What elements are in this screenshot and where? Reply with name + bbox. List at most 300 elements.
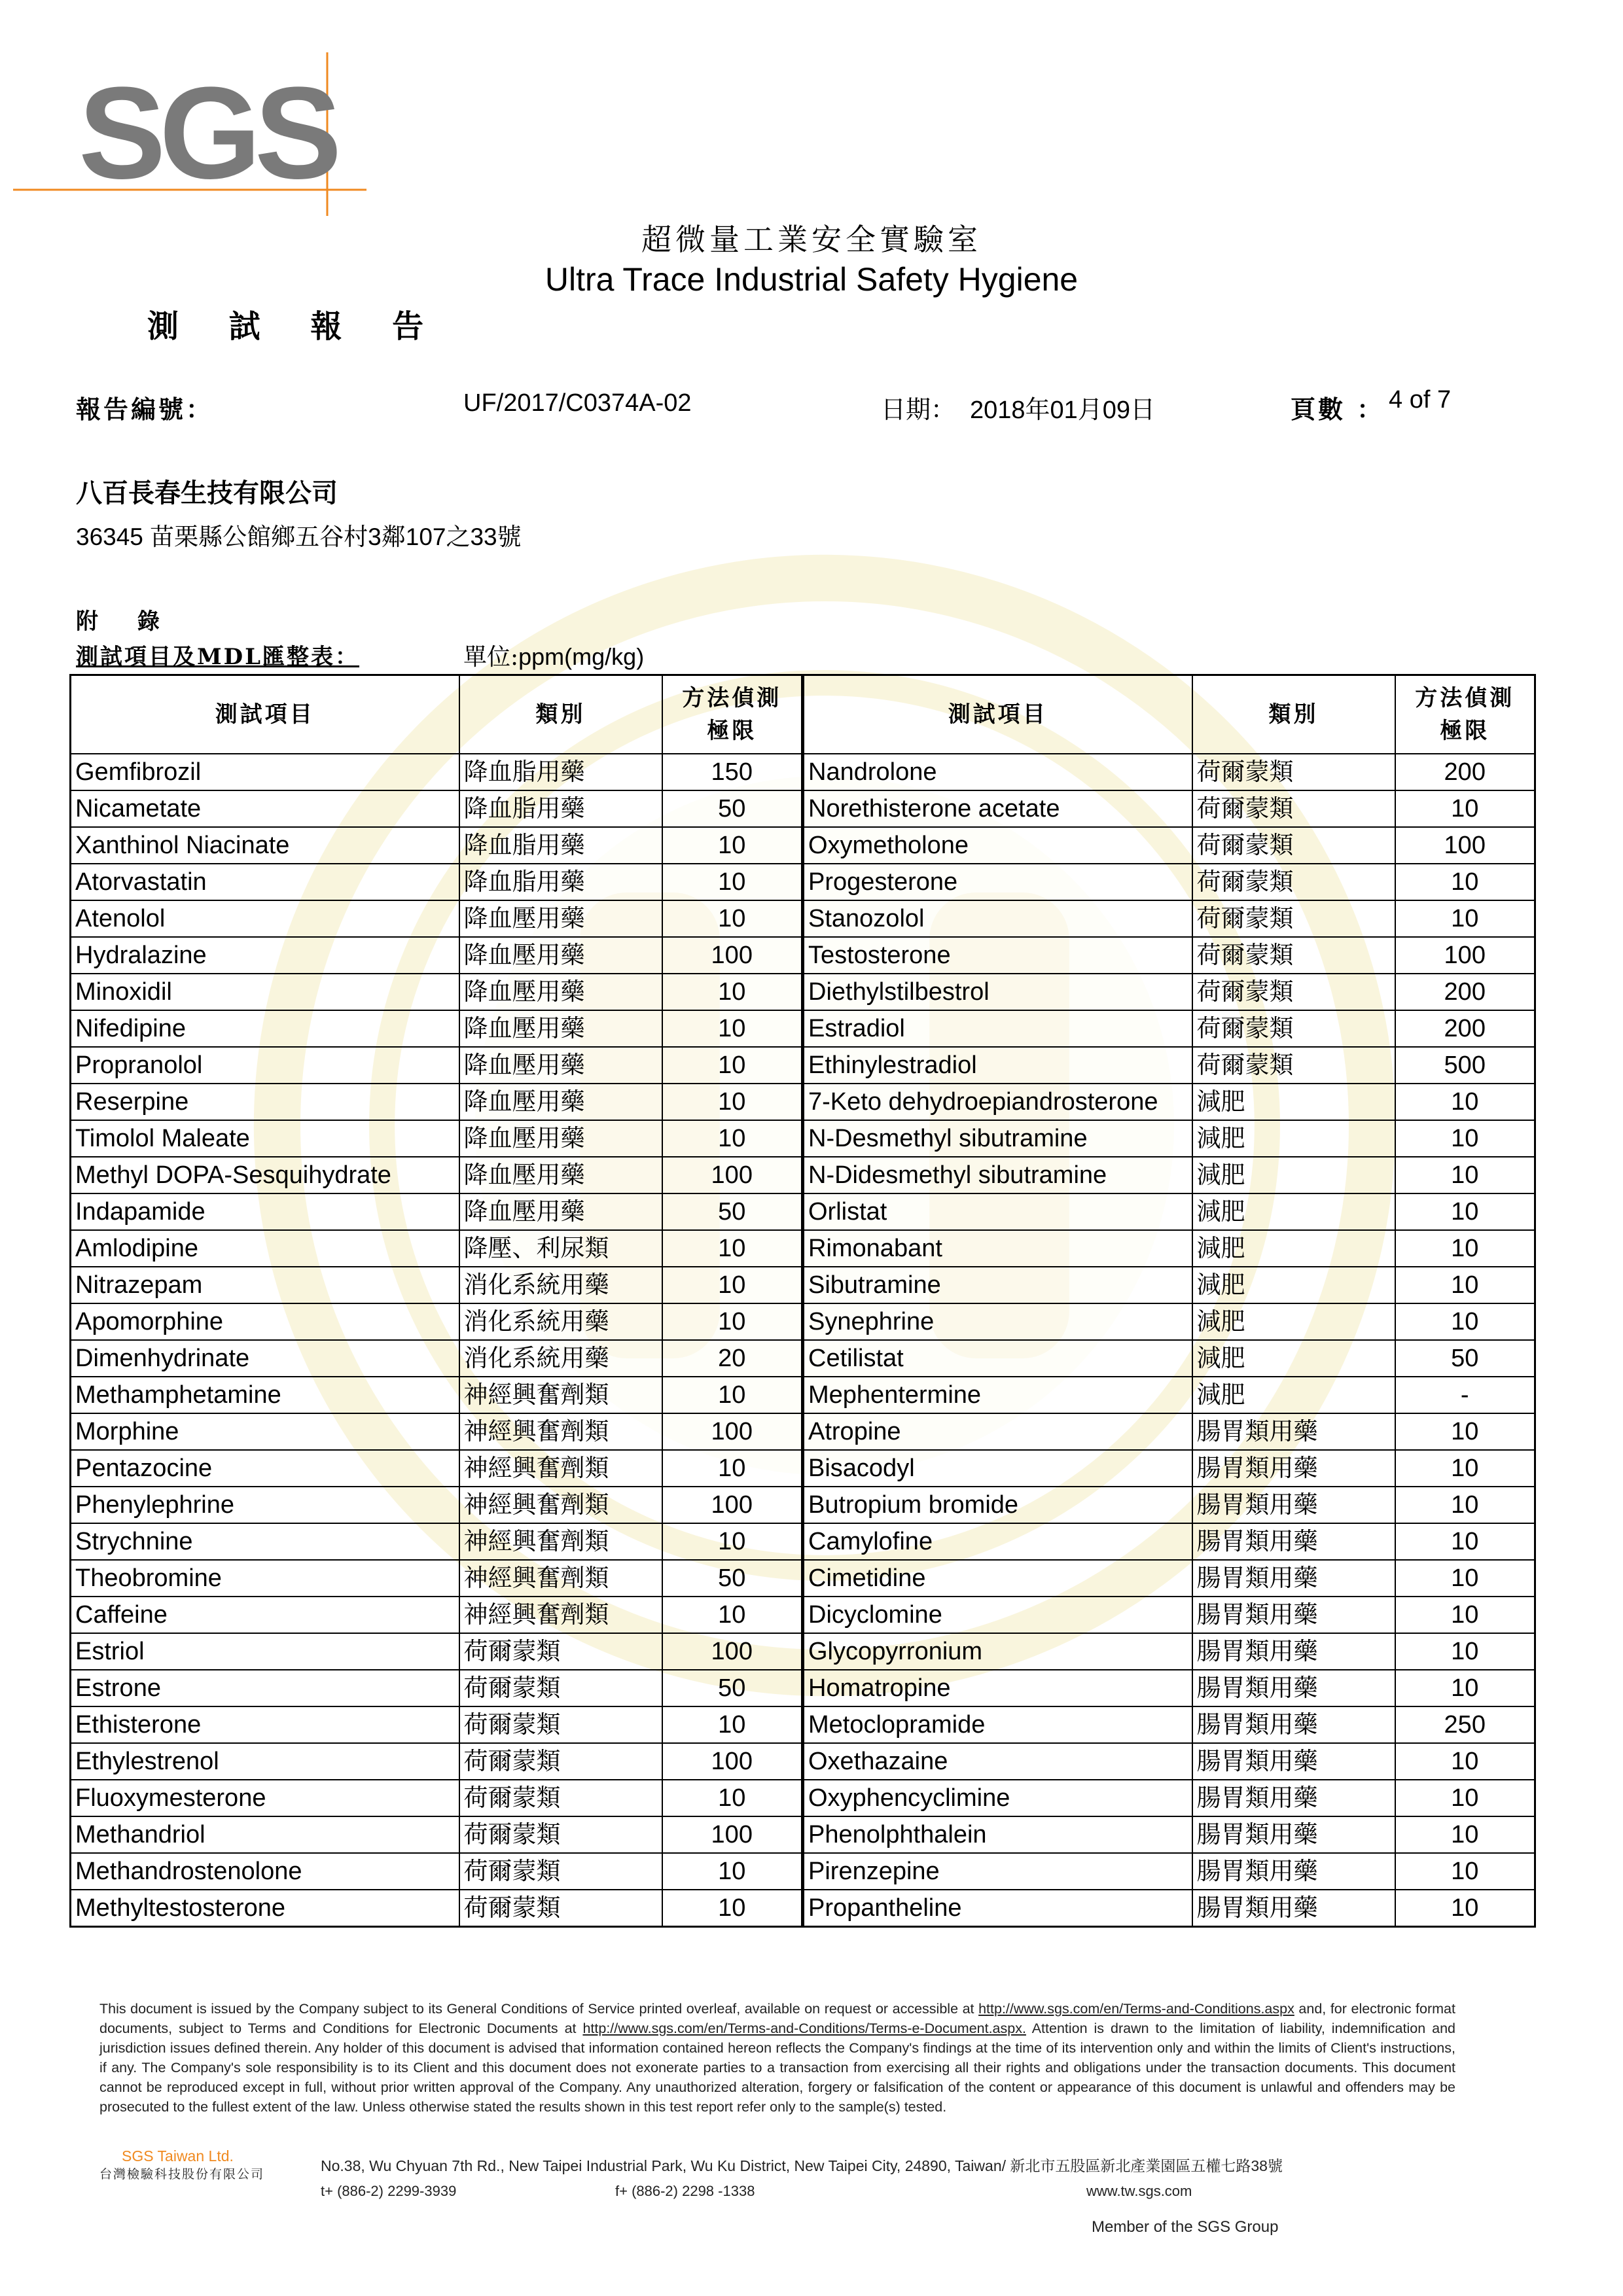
summary-label: 測試項目及MDL匯整表： — [76, 644, 360, 670]
table-row — [804, 864, 1535, 900]
category-cell: 腸胃類用藥 — [1192, 1670, 1395, 1706]
mdl-cell: 50 — [662, 1193, 802, 1230]
mdl-cell: 10 — [662, 900, 802, 937]
category-cell: 降血脂用藥 — [459, 790, 662, 827]
table-row — [804, 1267, 1535, 1303]
table-row — [804, 1010, 1535, 1047]
category-cell: 減肥 — [1192, 1230, 1395, 1267]
item-cell: Methyltestosterone — [71, 1890, 459, 1927]
table-row — [804, 1450, 1535, 1487]
mdl-cell: 10 — [1395, 1084, 1535, 1120]
mdl-cell: 10 — [1395, 790, 1535, 827]
category-cell: 荷爾蒙類 — [1192, 900, 1395, 937]
item-cell: Atropine — [804, 1413, 1192, 1450]
table-row — [804, 937, 1535, 974]
page-label: 頁數 ： — [1291, 395, 1385, 424]
footer-website: www.tw.sgs.com — [1086, 2183, 1192, 2199]
table-row — [804, 1193, 1535, 1230]
header-mdl-line2: 極限 — [1440, 718, 1490, 744]
item-cell: Estradiol — [804, 1010, 1192, 1047]
mdl-cell: 10 — [662, 1120, 802, 1157]
item-cell: Apomorphine — [71, 1303, 459, 1340]
mdl-cell: 10 — [1395, 1743, 1535, 1780]
header-mdl — [662, 675, 802, 754]
table-row — [71, 1340, 802, 1377]
mdl-cell: 10 — [662, 1267, 802, 1303]
category-cell: 腸胃類用藥 — [1192, 1706, 1395, 1743]
mdl-cell: 10 — [662, 864, 802, 900]
category-cell: 腸胃類用藥 — [1192, 1743, 1395, 1780]
category-cell: 降血壓用藥 — [459, 900, 662, 937]
table-row — [804, 1303, 1535, 1340]
table-row — [804, 1633, 1535, 1670]
table-row — [804, 1890, 1535, 1927]
table-row — [804, 1047, 1535, 1084]
category-cell: 荷爾蒙類 — [459, 1780, 662, 1816]
table-row — [71, 1523, 802, 1560]
header-mdl-line1: 方法偵測 — [1415, 685, 1515, 711]
table-row — [71, 864, 802, 900]
category-cell: 消化系統用藥 — [459, 1303, 662, 1340]
item-cell: Amlodipine — [71, 1230, 459, 1267]
table-row — [71, 1230, 802, 1267]
item-cell: Oxyphencyclimine — [804, 1780, 1192, 1816]
item-cell: Propranolol — [71, 1047, 459, 1084]
category-cell: 神經興奮劑類 — [459, 1560, 662, 1597]
table-row — [71, 937, 802, 974]
unit-label-text: 單位: — [463, 644, 519, 671]
category-cell: 神經興奮劑類 — [459, 1597, 662, 1633]
mdl-cell: 200 — [1395, 1010, 1535, 1047]
item-cell: Phenolphthalein — [804, 1816, 1192, 1853]
mdl-cell: 100 — [662, 1413, 802, 1450]
item-cell: Stanozolol — [804, 900, 1192, 937]
table-row — [71, 827, 802, 864]
item-cell: Xanthinol Niacinate — [71, 827, 459, 864]
item-cell: Indapamide — [71, 1193, 459, 1230]
table-row — [71, 1084, 802, 1120]
mdl-cell: 200 — [1395, 754, 1535, 790]
mdl-cell: 10 — [1395, 1853, 1535, 1890]
mdl-cell: 10 — [1395, 1780, 1535, 1816]
item-cell: N-Didesmethyl sibutramine — [804, 1157, 1192, 1193]
table-row — [804, 1487, 1535, 1523]
date-label: 日期： — [881, 397, 956, 424]
table-row — [71, 1890, 802, 1927]
page-number: 4 of 7 — [1389, 386, 1452, 414]
disclaimer-part1: This document is issued by the Company subject to its General Conditions of Service printed overleaf, available on request or accessible at — [99, 2001, 979, 2017]
table-row — [71, 1670, 802, 1706]
category-cell: 減肥 — [1192, 1157, 1395, 1193]
header-category: 類別 — [1192, 675, 1395, 754]
category-cell: 減肥 — [1192, 1303, 1395, 1340]
mdl-cell: 10 — [1395, 1120, 1535, 1157]
category-cell: 荷爾蒙類 — [1192, 864, 1395, 900]
category-cell: 腸胃類用藥 — [1192, 1450, 1395, 1487]
table-row — [71, 1047, 802, 1084]
header-mdl — [1395, 675, 1535, 754]
company-address: 36345 苗栗縣公館鄉五谷村3鄰107之33號 — [76, 523, 522, 550]
mdl-table-right — [802, 674, 1536, 1928]
table-row — [804, 974, 1535, 1010]
category-cell: 消化系統用藥 — [459, 1340, 662, 1377]
category-cell: 神經興奮劑類 — [459, 1523, 662, 1560]
mdl-cell: 10 — [1395, 1230, 1535, 1267]
disclaimer-part3: Attention is drawn to the limitation of liability, indemnification and jurisdiction issues defined therein. Any holder of this document is advised that information contained hereon reflects the Company's findings at the time of its intervention only and within the limits of Client's instructions, if any. The Company's sole responsibility is to its Client and this document does not exonerate parties to a transaction from exercising all their rights and obligations under the transaction documents. This document cannot be reproduced except in full, without prior written approval of the Company. Any unauthorized alteration, forgery or falsification of the content or appearance of this document is unlawful and offenders may be prosecuted to the fullest extent of the law. Unless otherwise stated the results shown in this test report refer only to the sample(s) tested. — [99, 2021, 1455, 2115]
category-cell: 腸胃類用藥 — [1192, 1780, 1395, 1816]
sgs-taiwan-cn: 台灣檢驗科技股份有限公司 — [99, 2167, 265, 2181]
table-row — [804, 1560, 1535, 1597]
mdl-cell: 10 — [1395, 1303, 1535, 1340]
table-row — [804, 1706, 1535, 1743]
category-cell: 腸胃類用藥 — [1192, 1413, 1395, 1450]
item-cell: Caffeine — [71, 1597, 459, 1633]
item-cell: Cimetidine — [804, 1560, 1192, 1597]
mdl-cell: 10 — [1395, 1816, 1535, 1853]
category-cell: 降壓、利尿類 — [459, 1230, 662, 1267]
category-cell: 腸胃類用藥 — [1192, 1816, 1395, 1853]
category-cell: 神經興奮劑類 — [459, 1377, 662, 1413]
table-row — [71, 1193, 802, 1230]
table-row — [71, 1597, 802, 1633]
item-cell: Propantheline — [804, 1890, 1192, 1927]
table-row — [71, 1633, 802, 1670]
sgs-logo — [13, 52, 366, 216]
company-name: 八百長春生技有限公司 — [76, 478, 338, 508]
item-cell: Pirenzepine — [804, 1853, 1192, 1890]
item-cell: Methandriol — [71, 1816, 459, 1853]
table-row — [804, 900, 1535, 937]
mdl-cell: 10 — [662, 1377, 802, 1413]
mdl-cell: 10 — [1395, 864, 1535, 900]
category-cell: 減肥 — [1192, 1120, 1395, 1157]
table-row — [71, 1377, 802, 1413]
table-header-row — [71, 675, 802, 754]
mdl-cell: 20 — [662, 1340, 802, 1377]
item-cell: Fluoxymesterone — [71, 1780, 459, 1816]
item-cell: 7-Keto dehydroepiandrosterone — [804, 1084, 1192, 1120]
table-row — [804, 1120, 1535, 1157]
mdl-cell: 100 — [662, 1743, 802, 1780]
category-cell: 神經興奮劑類 — [459, 1450, 662, 1487]
category-cell: 腸胃類用藥 — [1192, 1890, 1395, 1927]
item-cell: Reserpine — [71, 1084, 459, 1120]
table-row — [71, 754, 802, 790]
item-cell: Methyl DOPA-Sesquihydrate — [71, 1157, 459, 1193]
item-cell: Butropium bromide — [804, 1487, 1192, 1523]
table-row — [71, 1303, 802, 1340]
mdl-cell: 50 — [662, 790, 802, 827]
category-cell: 降血壓用藥 — [459, 1120, 662, 1157]
table-row — [804, 1230, 1535, 1267]
table-row — [804, 790, 1535, 827]
item-cell: Hydralazine — [71, 937, 459, 974]
mdl-cell: 10 — [662, 1706, 802, 1743]
mdl-cell: 10 — [662, 1597, 802, 1633]
category-cell: 降血壓用藥 — [459, 1157, 662, 1193]
mdl-cell: 10 — [662, 1230, 802, 1267]
table-row — [804, 1157, 1535, 1193]
item-cell: Estrone — [71, 1670, 459, 1706]
mdl-cell: 10 — [662, 1047, 802, 1084]
table-row — [804, 1413, 1535, 1450]
disclaimer-part2: and, for electronic format documents, subject to Terms and Conditions for Electronic Documents at — [99, 2001, 1455, 2036]
category-cell: 荷爾蒙類 — [1192, 1010, 1395, 1047]
item-cell: Theobromine — [71, 1560, 459, 1597]
mdl-cell: 10 — [1395, 1267, 1535, 1303]
sgs-logo-text: SGS — [79, 60, 336, 206]
header-category: 類別 — [459, 675, 662, 754]
category-cell: 降血壓用藥 — [459, 937, 662, 974]
unit-label — [463, 639, 644, 672]
category-cell: 荷爾蒙類 — [1192, 937, 1395, 974]
header-item: 測試項目 — [71, 675, 459, 754]
category-cell: 荷爾蒙類 — [459, 1816, 662, 1853]
mdl-cell: 10 — [1395, 1413, 1535, 1450]
mdl-cell: 100 — [1395, 937, 1535, 974]
unit-value: ppm(mg/kg) — [518, 643, 645, 670]
category-cell: 腸胃類用藥 — [1192, 1560, 1395, 1597]
table-row — [804, 1743, 1535, 1780]
footer-tel: t+ (886-2) 2299-3939 — [321, 2183, 457, 2199]
item-cell: Bisacodyl — [804, 1450, 1192, 1487]
item-cell: Minoxidil — [71, 974, 459, 1010]
e-document-terms-link[interactable]: http://www.sgs.com/en/Terms-and-Conditions/Terms-e-Document.aspx. — [582, 2021, 1026, 2036]
footer-member: Member of the SGS Group — [1092, 2218, 1279, 2236]
category-cell: 降血脂用藥 — [459, 864, 662, 900]
item-cell: Testosterone — [804, 937, 1192, 974]
item-cell: Nifedipine — [71, 1010, 459, 1047]
table-row — [804, 827, 1535, 864]
category-cell: 神經興奮劑類 — [459, 1487, 662, 1523]
header-mdl-line2: 極限 — [707, 718, 757, 744]
item-cell: Methandrostenolone — [71, 1853, 459, 1890]
item-cell: Norethisterone acetate — [804, 790, 1192, 827]
mdl-cell: 10 — [662, 1890, 802, 1927]
category-cell: 腸胃類用藥 — [1192, 1597, 1395, 1633]
mdl-table-left — [69, 674, 803, 1928]
item-cell: Pentazocine — [71, 1450, 459, 1487]
lab-name-cn: 超微量工業安全實驗室 — [641, 222, 982, 257]
report-date: 2018年01月09日 — [970, 397, 1156, 424]
mdl-cell: 10 — [1395, 1523, 1535, 1560]
table-row — [71, 790, 802, 827]
mdl-cell: 10 — [662, 1780, 802, 1816]
category-cell: 荷爾蒙類 — [1192, 827, 1395, 864]
mdl-cell: 50 — [662, 1670, 802, 1706]
category-cell: 降血壓用藥 — [459, 1084, 662, 1120]
category-cell: 減肥 — [1192, 1377, 1395, 1413]
mdl-cell: 10 — [1395, 1560, 1535, 1597]
mdl-cell: 10 — [662, 1084, 802, 1120]
category-cell: 荷爾蒙類 — [459, 1706, 662, 1743]
item-cell: Mephentermine — [804, 1377, 1192, 1413]
category-cell: 荷爾蒙類 — [1192, 974, 1395, 1010]
mdl-cell: 10 — [662, 1523, 802, 1560]
item-cell: Atorvastatin — [71, 864, 459, 900]
category-cell: 腸胃類用藥 — [1192, 1487, 1395, 1523]
mdl-cell: 10 — [1395, 900, 1535, 937]
item-cell: Dicyclomine — [804, 1597, 1192, 1633]
item-cell: Estriol — [71, 1633, 459, 1670]
item-cell: Strychnine — [71, 1523, 459, 1560]
table-row — [804, 1780, 1535, 1816]
mdl-cell: 10 — [1395, 1487, 1535, 1523]
category-cell: 降血脂用藥 — [459, 754, 662, 790]
category-cell: 降血壓用藥 — [459, 974, 662, 1010]
table-row — [804, 1523, 1535, 1560]
item-cell: Ethisterone — [71, 1706, 459, 1743]
category-cell: 荷爾蒙類 — [1192, 790, 1395, 827]
item-cell: Metoclopramide — [804, 1706, 1192, 1743]
category-cell: 腸胃類用藥 — [1192, 1633, 1395, 1670]
item-cell: Dimenhydrinate — [71, 1340, 459, 1377]
mdl-cell: 100 — [1395, 827, 1535, 864]
mdl-cell: 10 — [662, 827, 802, 864]
category-cell: 腸胃類用藥 — [1192, 1853, 1395, 1890]
header-item: 測試項目 — [804, 675, 1192, 754]
report-title: 測 試 報 告 — [147, 308, 444, 345]
item-cell: Ethylestrenol — [71, 1743, 459, 1780]
table-row — [804, 1816, 1535, 1853]
category-cell: 荷爾蒙類 — [459, 1853, 662, 1890]
footer-fax: f+ (886-2) 2298 -1338 — [615, 2183, 755, 2199]
category-cell: 減肥 — [1192, 1340, 1395, 1377]
item-cell: Timolol Maleate — [71, 1120, 459, 1157]
mdl-cell: - — [1395, 1377, 1535, 1413]
table-row — [71, 1413, 802, 1450]
item-cell: Rimonabant — [804, 1230, 1192, 1267]
item-cell: Phenylephrine — [71, 1487, 459, 1523]
item-cell: Diethylstilbestrol — [804, 974, 1192, 1010]
item-cell: Nicametate — [71, 790, 459, 827]
mdl-cell: 10 — [1395, 1633, 1535, 1670]
table-row — [804, 1340, 1535, 1377]
category-cell: 荷爾蒙類 — [1192, 754, 1395, 790]
report-no: UF/2017/C0374A-02 — [463, 389, 692, 417]
terms-link[interactable]: http://www.sgs.com/en/Terms-and-Conditions.aspx — [978, 2001, 1294, 2017]
table-row — [71, 1010, 802, 1047]
mdl-cell: 10 — [662, 1303, 802, 1340]
category-cell: 荷爾蒙類 — [459, 1890, 662, 1927]
item-cell: Gemfibrozil — [71, 754, 459, 790]
table-row — [804, 1853, 1535, 1890]
report-no-label: 報告編號： — [76, 395, 214, 424]
mdl-cell: 10 — [1395, 1450, 1535, 1487]
header-mdl-line1: 方法偵測 — [682, 685, 782, 711]
category-cell: 降血壓用藥 — [459, 1010, 662, 1047]
lab-name-en: Ultra Trace Industrial Safety Hygiene — [544, 261, 1079, 298]
item-cell: Camylofine — [804, 1523, 1192, 1560]
table-row — [71, 900, 802, 937]
table-row — [71, 974, 802, 1010]
table-row — [71, 1487, 802, 1523]
mdl-cell: 500 — [1395, 1047, 1535, 1084]
table-row — [71, 1743, 802, 1780]
table-row — [71, 1816, 802, 1853]
table-row — [71, 1706, 802, 1743]
category-cell: 荷爾蒙類 — [1192, 1047, 1395, 1084]
table-row — [71, 1267, 802, 1303]
mdl-cell: 100 — [662, 937, 802, 974]
table-row — [804, 1377, 1535, 1413]
table-row — [71, 1560, 802, 1597]
item-cell: Oxethazaine — [804, 1743, 1192, 1780]
mdl-cell: 10 — [1395, 1157, 1535, 1193]
category-cell: 荷爾蒙類 — [459, 1743, 662, 1780]
category-cell: 降血壓用藥 — [459, 1047, 662, 1084]
table-row — [804, 1597, 1535, 1633]
category-cell: 減肥 — [1192, 1193, 1395, 1230]
mdl-cell: 100 — [662, 1633, 802, 1670]
category-cell: 減肥 — [1192, 1267, 1395, 1303]
item-cell: Atenolol — [71, 900, 459, 937]
category-cell: 降血壓用藥 — [459, 1193, 662, 1230]
mdl-cell: 10 — [662, 974, 802, 1010]
table-header-row — [804, 675, 1535, 754]
mdl-cell: 100 — [662, 1487, 802, 1523]
table-row — [71, 1120, 802, 1157]
item-cell: Ethinylestradiol — [804, 1047, 1192, 1084]
category-cell: 荷爾蒙類 — [459, 1633, 662, 1670]
category-cell: 腸胃類用藥 — [1192, 1523, 1395, 1560]
category-cell: 神經興奮劑類 — [459, 1413, 662, 1450]
table-row — [804, 1670, 1535, 1706]
table-row — [71, 1853, 802, 1890]
item-cell: Nandrolone — [804, 754, 1192, 790]
item-cell: Glycopyrronium — [804, 1633, 1192, 1670]
category-cell: 降血脂用藥 — [459, 827, 662, 864]
item-cell: Homatropine — [804, 1670, 1192, 1706]
mdl-cell: 10 — [662, 1853, 802, 1890]
table-row — [804, 1084, 1535, 1120]
mdl-cell: 150 — [662, 754, 802, 790]
category-cell: 減肥 — [1192, 1084, 1395, 1120]
disclaimer-text — [99, 1999, 1455, 2117]
mdl-cell: 10 — [1395, 1670, 1535, 1706]
mdl-cell: 250 — [1395, 1706, 1535, 1743]
table-row — [804, 754, 1535, 790]
item-cell: Synephrine — [804, 1303, 1192, 1340]
mdl-cell: 10 — [662, 1450, 802, 1487]
category-cell: 消化系統用藥 — [459, 1267, 662, 1303]
footer-address: No.38, Wu Chyuan 7th Rd., New Taipei Industrial Park, Wu Ku District, New Taipei City, 24890, Taiwan/ 新北市五股區新北產業園區五權七路38號 — [321, 2157, 1283, 2174]
item-cell: Methamphetamine — [71, 1377, 459, 1413]
mdl-cell: 10 — [1395, 1597, 1535, 1633]
mdl-cell: 50 — [662, 1560, 802, 1597]
item-cell: Progesterone — [804, 864, 1192, 900]
table-row — [71, 1780, 802, 1816]
mdl-cell: 50 — [1395, 1340, 1535, 1377]
item-cell: Orlistat — [804, 1193, 1192, 1230]
mdl-cell: 10 — [1395, 1193, 1535, 1230]
item-cell: Nitrazepam — [71, 1267, 459, 1303]
table-row — [71, 1157, 802, 1193]
item-cell: Cetilistat — [804, 1340, 1192, 1377]
sgs-taiwan-ltd: SGS Taiwan Ltd. — [122, 2147, 234, 2164]
mdl-cell: 100 — [662, 1157, 802, 1193]
item-cell: Morphine — [71, 1413, 459, 1450]
mdl-cell: 10 — [662, 1010, 802, 1047]
item-cell: Oxymetholone — [804, 827, 1192, 864]
appendix-label: 附 錄 — [76, 609, 175, 635]
table-row — [71, 1450, 802, 1487]
mdl-cell: 100 — [662, 1816, 802, 1853]
category-cell: 荷爾蒙類 — [459, 1670, 662, 1706]
mdl-cell: 200 — [1395, 974, 1535, 1010]
mdl-cell: 10 — [1395, 1890, 1535, 1927]
item-cell: Sibutramine — [804, 1267, 1192, 1303]
